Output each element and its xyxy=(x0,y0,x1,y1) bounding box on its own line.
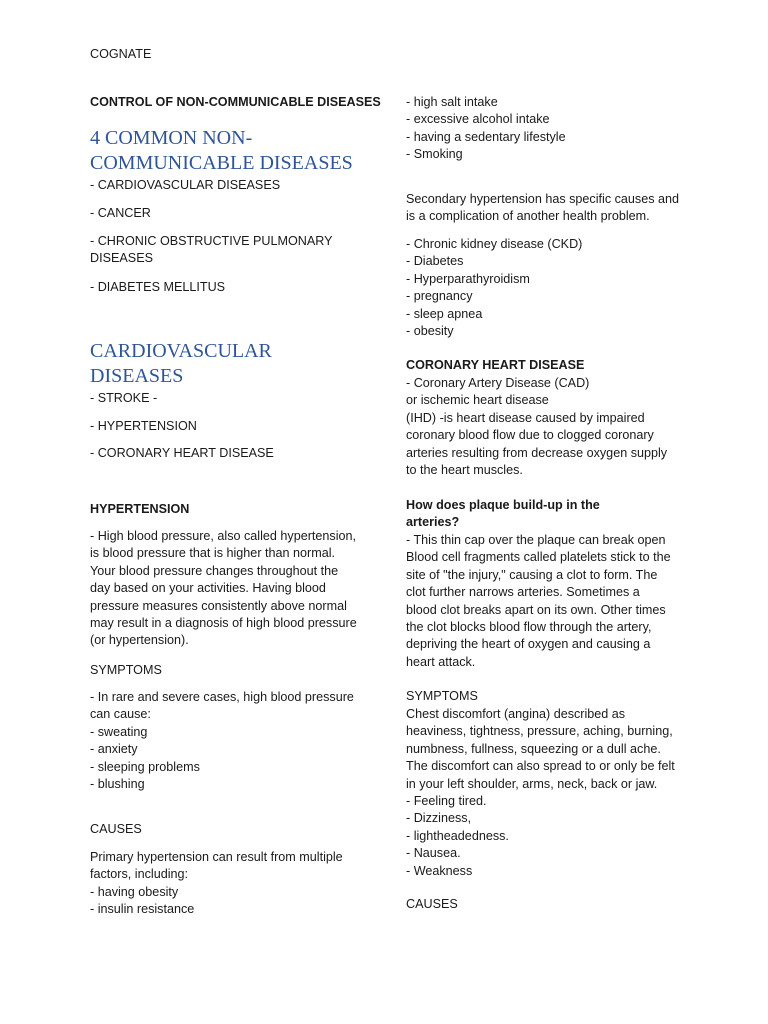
chd-causes-label: CAUSES xyxy=(406,897,458,911)
hypertension-paragraph: - High blood pressure, also called hypertension, is blood pressure that is higher than normal. Your blood pressure changes throughout the day based on your activities. Having blood pressure measures consistently above normal may result in a diagnosis of high blood pressure (or hypertension). xyxy=(90,529,357,648)
coronary-heart-disease-heading: CORONARY HEART DISEASE xyxy=(406,358,585,372)
secondary-hypertension-paragraph: Secondary hypertension has specific causes and is a complication of another health problem. xyxy=(406,192,680,224)
cardiovascular-heading: CARDIOVASCULAR DISEASES xyxy=(90,340,272,387)
document-header xyxy=(90,46,151,63)
chd-symptoms-list: Chest discomfort (angina) described as heaviness, tightness, pressure, aching, burning, numbness, fullness, squeezing or a dull ache. The discomfort can also spread to or only be felt in your left shoulder, arms, neck, back or jaw. - Feeling tired. - Dizziness, - lightheadedness. - Nausea. - Weakness xyxy=(406,707,675,878)
doc-title-text: CONTROL OF NON-COMMUNICABLE DISEASES xyxy=(90,95,381,109)
cardio-item: - CORONARY HEART DISEASE xyxy=(90,446,274,460)
plaque-paragraph: - This thin cap over the plaque can break open Blood cell fragments called platelets stick to the site of "the injury," causing a clot to form. The clot further narrows arteries. Sometimes a blood clot breaks apart on its own. Other times the clot blocks blood flow through the artery, depriving the heart of oxygen and causing a heart attack. xyxy=(406,533,671,669)
doc-title xyxy=(90,94,380,111)
common-ncd-heading: 4 COMMON NON- COMMUNICABLE DISEASES xyxy=(90,127,353,174)
causes-paragraph: Primary hypertension can result from multiple factors, including: - having obesity - insulin resistance xyxy=(90,850,343,917)
common-ncd-item: - CARDIOVASCULAR DISEASES xyxy=(90,178,281,192)
hypertension-heading: HYPERTENSION xyxy=(90,502,190,516)
plaque-heading: How does plaque build-up in the arteries? xyxy=(406,498,600,530)
common-ncd-item: - DIABETES MELLITUS xyxy=(90,280,226,294)
header-label: COGNATE xyxy=(90,47,152,61)
common-ncd-item: - CHRONIC OBSTRUCTIVE PULMONARY DISEASES xyxy=(90,234,333,266)
chd-symptoms-label: SYMPTOMS xyxy=(406,689,478,703)
primary-causes-continued: - high salt intake - excessive alcohol intake - having a sedentary lifestyle - Smoking xyxy=(406,95,566,162)
symptoms-list: - In rare and severe cases, high blood pressure can cause: - sweating - anxiety - sleeping problems - blushing xyxy=(90,690,354,792)
coronary-heart-disease-paragraph: - Coronary Artery Disease (CAD) or ischemic heart disease (IHD) -is heart disease caused by impaired coronary blood flow due to clogged coronary arteries resulting from decrease oxygen supply to the heart muscles. xyxy=(406,376,668,478)
symptoms-label: SYMPTOMS xyxy=(90,663,162,677)
cardio-item: - STROKE - xyxy=(90,391,158,405)
common-ncd-item: - CANCER xyxy=(90,206,151,220)
secondary-causes-list: - Chronic kidney disease (CKD) - Diabetes - Hyperparathyroidism - pregnancy - sleep apnea - obesity xyxy=(406,237,583,339)
causes-label: CAUSES xyxy=(90,822,142,836)
cardio-item: - HYPERTENSION xyxy=(90,419,197,433)
